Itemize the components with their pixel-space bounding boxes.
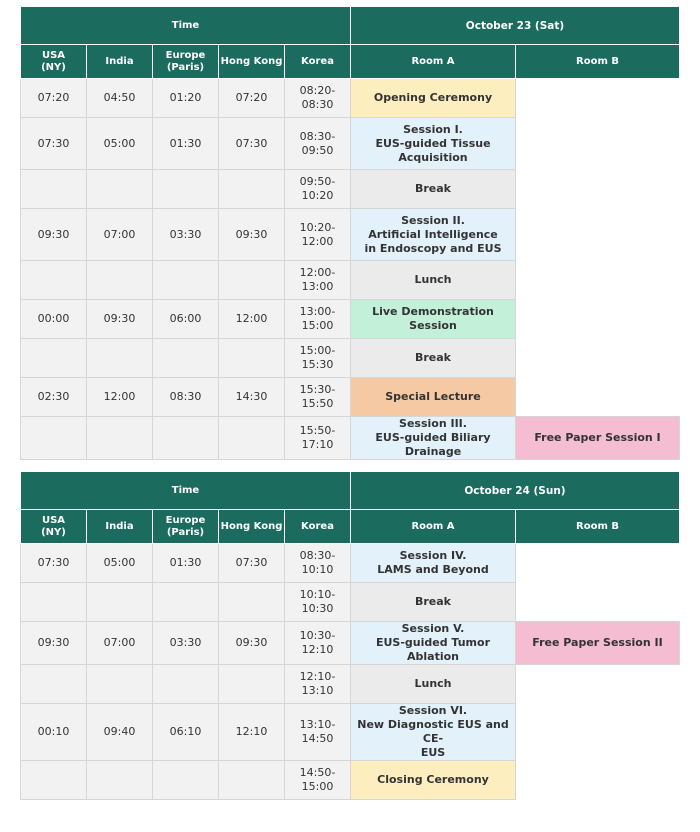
zone-header-europe-line: (Paris) xyxy=(166,61,205,73)
zone-header-hongkong: Hong Kong xyxy=(219,510,285,544)
time-korea-line: 10:10- xyxy=(299,588,336,601)
time-usa xyxy=(21,417,87,460)
room-a-session-line: Session I. xyxy=(403,122,463,136)
time-europe xyxy=(153,583,219,622)
zone-header-korea: Korea xyxy=(285,510,351,544)
room-a-session-line: EUS-guided Tissue xyxy=(375,136,491,150)
time-hongkong: 07:20 xyxy=(219,79,285,118)
zone-header-europe-line: (Paris) xyxy=(166,526,205,538)
time-header: Time xyxy=(21,7,351,45)
time-korea xyxy=(285,378,351,417)
room-a-session-line: EUS xyxy=(420,746,446,759)
time-korea-line: 12:10- xyxy=(299,670,336,683)
time-europe: 08:30 xyxy=(153,378,219,417)
time-india xyxy=(87,665,153,704)
time-korea xyxy=(285,761,351,800)
room-a-session-line: Closing Ceremony xyxy=(377,773,489,786)
time-usa xyxy=(21,665,87,704)
room-b-session: Free Paper Session II xyxy=(516,622,680,665)
time-korea-line: 08:30- xyxy=(299,549,336,562)
time-korea-line: 15:00- xyxy=(299,344,336,357)
time-hongkong: 12:10 xyxy=(219,704,285,761)
time-korea-line: 13:00- xyxy=(299,305,336,318)
time-europe xyxy=(153,261,219,300)
time-korea-line: 15:30 xyxy=(301,358,334,371)
zone-header-usa xyxy=(21,510,87,544)
time-usa: 07:30 xyxy=(21,118,87,170)
time-hongkong xyxy=(219,761,285,800)
time-india: 04:50 xyxy=(87,79,153,118)
time-europe xyxy=(153,665,219,704)
room-a-session-line: Lunch xyxy=(414,677,452,690)
time-europe: 06:00 xyxy=(153,300,219,339)
time-europe: 01:30 xyxy=(153,544,219,583)
room-a-session-line: New Diagnostic EUS and CE- xyxy=(357,718,509,745)
time-usa xyxy=(21,339,87,378)
time-hongkong: 09:30 xyxy=(219,622,285,665)
time-korea xyxy=(285,622,351,665)
time-hongkong xyxy=(219,170,285,209)
time-korea-line: 12:00- xyxy=(299,266,336,279)
room-a-session xyxy=(351,622,516,665)
time-india xyxy=(87,261,153,300)
time-india: 07:00 xyxy=(87,209,153,261)
room-a-session-line: EUS-guided Biliary Drainage xyxy=(375,431,491,458)
room-a-session-line: Special Lecture xyxy=(385,390,481,403)
time-india: 05:00 xyxy=(87,118,153,170)
time-hongkong xyxy=(219,339,285,378)
time-india xyxy=(87,417,153,460)
room-a-session-line: Break xyxy=(414,595,451,608)
time-korea-line: 12:00 xyxy=(301,234,334,248)
time-korea-line: 15:50- xyxy=(299,424,336,437)
zone-header-usa xyxy=(21,45,87,79)
zone-header-usa-line: (NY) xyxy=(41,526,66,538)
time-europe: 03:30 xyxy=(153,209,219,261)
time-usa: 07:30 xyxy=(21,544,87,583)
time-korea-line: 10:20 xyxy=(301,189,334,202)
zone-header-hongkong: Hong Kong xyxy=(219,45,285,79)
time-india: 05:00 xyxy=(87,544,153,583)
time-europe xyxy=(153,339,219,378)
room-a-session-line: Session IV. xyxy=(399,549,467,562)
time-usa: 02:30 xyxy=(21,378,87,417)
time-usa: 09:30 xyxy=(21,622,87,665)
time-hongkong: 09:30 xyxy=(219,209,285,261)
time-korea-line: 10:10 xyxy=(301,563,334,576)
schedule-row xyxy=(21,622,680,665)
room-a-session-line: Opening Ceremony xyxy=(373,91,493,104)
time-hongkong: 07:30 xyxy=(219,118,285,170)
room-a-session xyxy=(351,378,516,417)
time-europe: 01:20 xyxy=(153,79,219,118)
time-korea-line: 15:00 xyxy=(301,319,334,332)
time-india xyxy=(87,761,153,800)
room-a-session xyxy=(351,300,516,339)
time-hongkong: 07:30 xyxy=(219,544,285,583)
time-korea-line: 15:00 xyxy=(301,780,334,793)
time-korea xyxy=(285,209,351,261)
time-korea-line: 13:00 xyxy=(301,280,334,293)
room-b-empty xyxy=(516,79,680,417)
time-korea xyxy=(285,261,351,300)
time-korea-line: 08:30- xyxy=(299,129,336,143)
schedule-row xyxy=(21,79,680,118)
room-a-session-line: Lunch xyxy=(414,273,452,286)
time-hongkong xyxy=(219,261,285,300)
room-a-session-line: Live Demonstration Session xyxy=(372,305,494,332)
zone-header-usa-line: USA xyxy=(41,49,66,61)
room-a-header: Room A xyxy=(351,45,516,79)
zone-header-india: India xyxy=(87,510,153,544)
time-korea-line: 10:30 xyxy=(301,602,334,615)
schedule-table-oct-24 xyxy=(20,471,680,800)
time-hongkong: 14:30 xyxy=(219,378,285,417)
schedule-row xyxy=(21,665,680,704)
day-title: October 24 (Sun) xyxy=(351,472,680,510)
time-europe xyxy=(153,761,219,800)
room-a-session-line: Session II. xyxy=(401,213,465,227)
zone-header-europe xyxy=(153,45,219,79)
time-korea xyxy=(285,417,351,460)
room-a-session xyxy=(351,261,516,300)
room-a-session xyxy=(351,761,516,800)
zone-header-india: India xyxy=(87,45,153,79)
time-usa: 09:30 xyxy=(21,209,87,261)
time-korea-line: 14:50 xyxy=(301,732,334,745)
time-usa xyxy=(21,761,87,800)
room-a-session-line: Artificial Intelligence xyxy=(368,227,498,241)
time-hongkong xyxy=(219,665,285,704)
time-hongkong xyxy=(219,417,285,460)
day-title: October 23 (Sat) xyxy=(351,7,680,45)
time-usa: 00:00 xyxy=(21,300,87,339)
time-hongkong: 12:00 xyxy=(219,300,285,339)
room-a-session xyxy=(351,665,516,704)
time-usa xyxy=(21,261,87,300)
room-a-session-line: Session III. xyxy=(399,417,467,430)
room-a-session-line: EUS-guided Tumor Ablation xyxy=(375,636,491,663)
time-korea xyxy=(285,170,351,209)
time-usa: 00:10 xyxy=(21,704,87,761)
room-a-session-line: LAMS and Beyond xyxy=(377,563,489,576)
time-korea-line: 10:30- xyxy=(299,629,336,642)
schedule-row xyxy=(21,544,680,583)
time-korea-line: 12:10 xyxy=(301,643,334,656)
room-a-session xyxy=(351,704,516,761)
room-a-session xyxy=(351,209,516,261)
time-india: 07:00 xyxy=(87,622,153,665)
time-korea-line: 17:10 xyxy=(301,438,334,451)
time-usa: 07:20 xyxy=(21,79,87,118)
time-korea xyxy=(285,704,351,761)
room-a-session-line: Break xyxy=(414,182,451,195)
time-korea-line: 13:10 xyxy=(301,684,334,697)
time-europe: 06:10 xyxy=(153,704,219,761)
time-korea-line: 09:50- xyxy=(299,175,336,188)
time-europe xyxy=(153,170,219,209)
zone-header-europe-line: Europe xyxy=(165,49,206,61)
room-a-session-line: Session VI. xyxy=(398,704,468,717)
time-usa xyxy=(21,583,87,622)
schedule-row xyxy=(21,417,680,460)
zone-header-usa-line: USA xyxy=(41,514,66,526)
room-b-header: Room B xyxy=(516,45,680,79)
room-a-session-line: Break xyxy=(414,351,451,364)
time-india xyxy=(87,170,153,209)
room-a-session xyxy=(351,79,516,118)
zone-header-korea: Korea xyxy=(285,45,351,79)
time-korea xyxy=(285,339,351,378)
time-hongkong xyxy=(219,583,285,622)
time-korea-line: 15:50 xyxy=(301,397,334,410)
time-korea-line: 08:20- xyxy=(299,84,336,97)
time-korea xyxy=(285,79,351,118)
time-india: 09:40 xyxy=(87,704,153,761)
time-korea xyxy=(285,583,351,622)
time-korea-line: 09:50 xyxy=(301,143,334,157)
time-india xyxy=(87,583,153,622)
room-a-session xyxy=(351,339,516,378)
time-korea xyxy=(285,544,351,583)
time-korea xyxy=(285,665,351,704)
room-a-session xyxy=(351,544,516,583)
room-a-session xyxy=(351,118,516,170)
time-korea-line: 10:20- xyxy=(299,220,336,234)
time-europe: 01:30 xyxy=(153,118,219,170)
time-india xyxy=(87,339,153,378)
time-header: Time xyxy=(21,472,351,510)
room-b-empty xyxy=(516,665,680,800)
zone-header-europe-line: Europe xyxy=(165,514,206,526)
room-a-header: Room A xyxy=(351,510,516,544)
time-india: 12:00 xyxy=(87,378,153,417)
room-a-session xyxy=(351,417,516,460)
room-b-empty xyxy=(516,544,680,622)
room-a-session-line: in Endoscopy and EUS xyxy=(364,241,502,255)
time-korea-line: 14:50- xyxy=(299,766,336,779)
room-a-session-line: Session V. xyxy=(401,622,465,635)
time-europe: 03:30 xyxy=(153,622,219,665)
time-korea-line: 15:30- xyxy=(299,383,336,396)
time-korea-line: 08:30 xyxy=(301,98,334,111)
room-a-session xyxy=(351,170,516,209)
room-a-session-line: Acquisition xyxy=(398,150,468,164)
time-korea-line: 13:10- xyxy=(299,718,336,731)
time-korea xyxy=(285,118,351,170)
room-b-session: Free Paper Session I xyxy=(516,417,680,460)
time-india: 09:30 xyxy=(87,300,153,339)
zone-header-usa-line: (NY) xyxy=(41,61,66,73)
zone-header-europe xyxy=(153,510,219,544)
room-b-header: Room B xyxy=(516,510,680,544)
time-europe xyxy=(153,417,219,460)
schedule-table-oct-23 xyxy=(20,6,680,460)
time-korea xyxy=(285,300,351,339)
room-a-session xyxy=(351,583,516,622)
time-usa xyxy=(21,170,87,209)
